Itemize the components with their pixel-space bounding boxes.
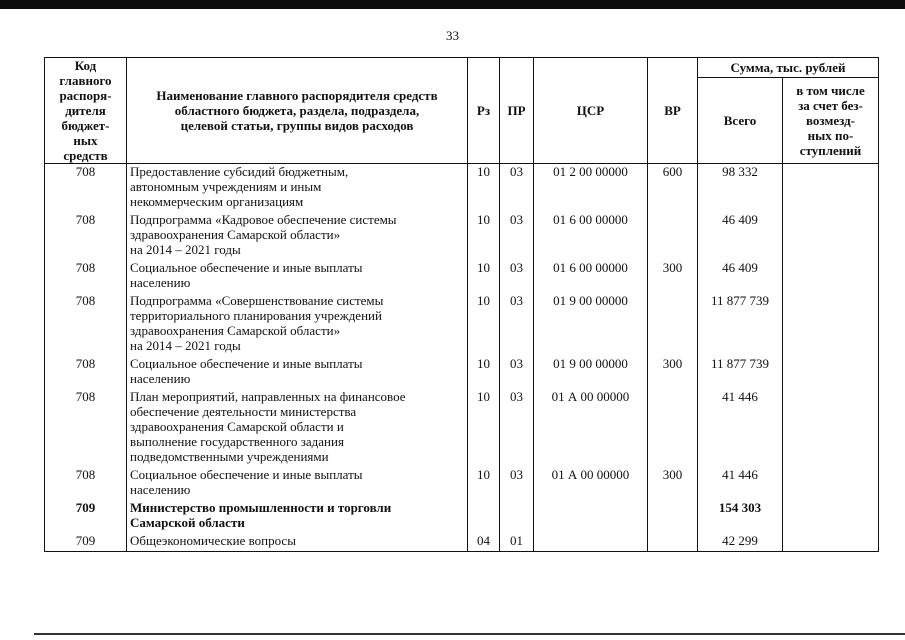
cell-incl xyxy=(783,467,879,500)
cell-name-line: на 2014 – 2021 годы xyxy=(130,338,241,353)
page-number: 33 xyxy=(446,28,459,43)
header-pr: ПР xyxy=(500,58,534,164)
cell-name-line: Социальное обеспечение и иные выплаты xyxy=(130,356,363,371)
cell-total: 46 409 xyxy=(698,260,783,293)
cell-csr: 01 6 00 00000 xyxy=(534,260,648,293)
cell-csr: 01 6 00 00000 xyxy=(534,212,648,260)
header-name-line: областного бюджета, раздела, подраздела, xyxy=(174,103,420,118)
header-name xyxy=(127,58,468,164)
cell-pr: 03 xyxy=(500,389,534,467)
cell-name-line: Предоставление субсидий бюджетным, xyxy=(130,164,349,179)
header-row xyxy=(45,58,879,78)
cell-incl xyxy=(783,356,879,389)
cell-pr: 03 xyxy=(500,467,534,500)
cell-name xyxy=(127,293,468,356)
cell-name-line: выполнение государственного задания xyxy=(130,434,344,449)
cell-name xyxy=(127,533,468,552)
header-code-line: дителя xyxy=(65,103,106,118)
cell-incl xyxy=(783,212,879,260)
cell-name xyxy=(127,164,468,213)
header-rz: Рз xyxy=(468,58,500,164)
header-sum: Сумма, тыс. рублей xyxy=(698,58,879,78)
cell-code: 708 xyxy=(45,212,127,260)
cell-incl xyxy=(783,500,879,533)
cell-vr xyxy=(648,293,698,356)
cell-vr: 300 xyxy=(648,356,698,389)
cell-total: 11 877 739 xyxy=(698,293,783,356)
cell-rz: 10 xyxy=(468,164,500,213)
cell-vr: 300 xyxy=(648,467,698,500)
cell-incl xyxy=(783,164,879,213)
header-incl-line: за счет без- xyxy=(798,98,863,113)
cell-name-line: Министерство промышленности и торговли xyxy=(130,500,392,515)
cell-vr xyxy=(648,533,698,552)
cell-code: 708 xyxy=(45,293,127,356)
cell-name-line: подведомственными учреждениями xyxy=(130,449,329,464)
cell-total: 11 877 739 xyxy=(698,356,783,389)
header-incl-line: в том числе xyxy=(796,83,865,98)
header-code-line: бюджет- xyxy=(61,118,110,133)
cell-code: 708 xyxy=(45,389,127,467)
cell-csr: 01 А 00 00000 xyxy=(534,389,648,467)
table-row xyxy=(45,500,879,533)
cell-name-line: Социальное обеспечение и иные выплаты xyxy=(130,260,363,275)
cell-rz: 10 xyxy=(468,260,500,293)
header-incl xyxy=(783,78,879,164)
header-incl-line: ступлений xyxy=(799,143,862,158)
cell-vr xyxy=(648,500,698,533)
cell-total: 46 409 xyxy=(698,212,783,260)
cell-name-line: Общеэкономические вопросы xyxy=(130,533,296,548)
cell-vr: 300 xyxy=(648,260,698,293)
header-vr: ВР xyxy=(648,58,698,164)
header-code-line: главного xyxy=(59,73,112,88)
table-row xyxy=(45,293,879,356)
table-row xyxy=(45,212,879,260)
table-row xyxy=(45,164,879,213)
budget-table xyxy=(44,57,879,552)
cell-pr: 03 xyxy=(500,356,534,389)
cell-name-line: здравоохранения Самарской области» xyxy=(130,227,341,242)
cell-code: 709 xyxy=(45,500,127,533)
cell-name-line: территориального планирования учреждений xyxy=(130,308,382,323)
cell-csr xyxy=(534,533,648,552)
cell-pr xyxy=(500,500,534,533)
header-total: Всего xyxy=(698,78,783,164)
cell-name-line: населению xyxy=(130,482,191,497)
cell-incl xyxy=(783,293,879,356)
cell-name-line: План мероприятий, направленных на финансовое xyxy=(130,389,406,404)
cell-total: 42 299 xyxy=(698,533,783,552)
cell-rz: 10 xyxy=(468,212,500,260)
cell-name-line: автономным учреждениям и иным xyxy=(130,179,322,194)
scan-bottom-line xyxy=(34,633,905,635)
cell-vr xyxy=(648,389,698,467)
cell-csr: 01 9 00 00000 xyxy=(534,293,648,356)
cell-name-line: здравоохранения Самарской области и xyxy=(130,419,344,434)
header-code-line: распоря- xyxy=(59,88,112,103)
cell-code: 708 xyxy=(45,260,127,293)
cell-pr: 01 xyxy=(500,533,534,552)
cell-name-line: Самарской области xyxy=(130,515,245,530)
cell-code: 709 xyxy=(45,533,127,552)
table-row xyxy=(45,356,879,389)
cell-incl xyxy=(783,533,879,552)
cell-name-line: Подпрограмма «Совершенствование системы xyxy=(130,293,384,308)
cell-total: 98 332 xyxy=(698,164,783,213)
header-csr: ЦСР xyxy=(534,58,648,164)
cell-name-line: на 2014 – 2021 годы xyxy=(130,242,241,257)
cell-csr: 01 9 00 00000 xyxy=(534,356,648,389)
cell-name xyxy=(127,212,468,260)
cell-rz: 10 xyxy=(468,389,500,467)
cell-name-line: обеспечение деятельности министерства xyxy=(130,404,357,419)
cell-name-line: населению xyxy=(130,275,191,290)
cell-incl xyxy=(783,389,879,467)
cell-rz: 04 xyxy=(468,533,500,552)
cell-vr: 600 xyxy=(648,164,698,213)
cell-name xyxy=(127,467,468,500)
cell-name-line: некоммерческим организациям xyxy=(130,194,304,209)
scan-top-border xyxy=(0,0,905,9)
table-body xyxy=(45,164,879,552)
cell-rz: 10 xyxy=(468,467,500,500)
cell-total: 154 303 xyxy=(698,500,783,533)
cell-pr: 03 xyxy=(500,212,534,260)
table-row xyxy=(45,533,879,552)
cell-pr: 03 xyxy=(500,293,534,356)
cell-name-line: здравоохранения Самарской области» xyxy=(130,323,341,338)
cell-name-line: Подпрограмма «Кадровое обеспечение системы xyxy=(130,212,397,227)
cell-incl xyxy=(783,260,879,293)
cell-rz: 10 xyxy=(468,293,500,356)
cell-csr: 01 2 00 00000 xyxy=(534,164,648,213)
header-code xyxy=(45,58,127,164)
header-name-line: целевой статьи, группы видов расходов xyxy=(180,118,414,133)
cell-name-line: Социальное обеспечение и иные выплаты xyxy=(130,467,363,482)
cell-name xyxy=(127,500,468,533)
cell-vr xyxy=(648,212,698,260)
header-code-line: ных xyxy=(73,133,98,148)
cell-code: 708 xyxy=(45,467,127,500)
cell-csr xyxy=(534,500,648,533)
cell-pr: 03 xyxy=(500,164,534,213)
table-row xyxy=(45,260,879,293)
cell-name xyxy=(127,356,468,389)
cell-name xyxy=(127,260,468,293)
cell-rz xyxy=(468,500,500,533)
header-incl-line: возмезд- xyxy=(806,113,855,128)
header-name-line: Наименование главного распорядителя средств xyxy=(156,88,438,103)
cell-csr: 01 А 00 00000 xyxy=(534,467,648,500)
table-row xyxy=(45,467,879,500)
table-row xyxy=(45,389,879,467)
cell-rz: 10 xyxy=(468,356,500,389)
cell-name xyxy=(127,389,468,467)
header-incl-line: ных по- xyxy=(807,128,854,143)
cell-total: 41 446 xyxy=(698,389,783,467)
cell-pr: 03 xyxy=(500,260,534,293)
cell-code: 708 xyxy=(45,164,127,213)
header-code-line: Код xyxy=(74,58,97,73)
header-code-line: средств xyxy=(63,148,108,163)
cell-total: 41 446 xyxy=(698,467,783,500)
cell-name-line: населению xyxy=(130,371,191,386)
cell-code: 708 xyxy=(45,356,127,389)
